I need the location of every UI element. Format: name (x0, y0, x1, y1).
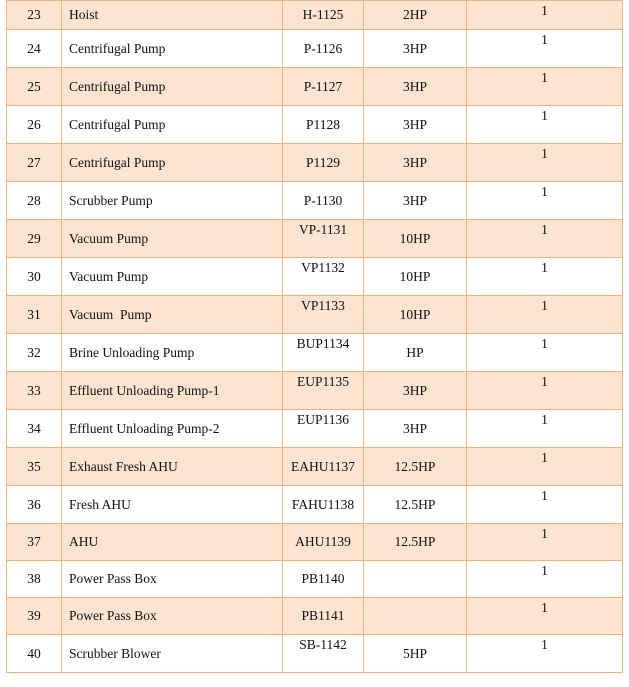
serial-number-cell: 40 (7, 635, 62, 673)
equipment-name-cell: Centrifugal Pump (62, 30, 283, 68)
serial-number-cell: 34 (7, 410, 62, 448)
tag-number-cell: P1128 (283, 106, 364, 144)
tag-number-cell: SB-1142 (283, 635, 364, 673)
quantity-cell: 1 (467, 486, 623, 524)
table-row (7, 144, 623, 182)
table-row (7, 68, 623, 106)
equipment-table-container (6, 0, 623, 673)
serial-number-cell: 37 (7, 524, 62, 561)
serial-number-cell: 27 (7, 144, 62, 182)
equipment-name-cell: Centrifugal Pump (62, 144, 283, 182)
serial-number-cell: 25 (7, 68, 62, 106)
power-rating-cell: 12.5HP (364, 448, 467, 486)
serial-number-cell: 23 (7, 1, 62, 30)
quantity-cell: 1 (467, 30, 623, 68)
quantity-cell: 1 (467, 448, 623, 486)
power-rating-cell: 3HP (364, 410, 467, 448)
equipment-name-cell: Centrifugal Pump (62, 68, 283, 106)
tag-number-cell: FAHU1138 (283, 486, 364, 524)
equipment-name-cell: Effluent Unloading Pump-2 (62, 410, 283, 448)
power-rating-cell: 3HP (364, 144, 467, 182)
table-row (7, 524, 623, 561)
quantity-cell: 1 (467, 524, 623, 561)
table-row (7, 106, 623, 144)
power-rating-cell: 2HP (364, 1, 467, 30)
equipment-name-cell: Scrubber Blower (62, 635, 283, 673)
quantity-cell: 1 (467, 220, 623, 258)
equipment-name-cell: Brine Unloading Pump (62, 334, 283, 372)
table-row (7, 30, 623, 68)
tag-number-cell: PB1141 (283, 598, 364, 635)
power-rating-cell: 5HP (364, 635, 467, 673)
equipment-table (6, 0, 623, 673)
serial-number-cell: 24 (7, 30, 62, 68)
tag-number-cell: H-1125 (283, 1, 364, 30)
serial-number-cell: 39 (7, 598, 62, 635)
equipment-name-cell: Scrubber Pump (62, 182, 283, 220)
serial-number-cell: 32 (7, 334, 62, 372)
table-row (7, 334, 623, 372)
serial-number-cell: 33 (7, 372, 62, 410)
serial-number-cell: 31 (7, 296, 62, 334)
power-rating-cell: 10HP (364, 296, 467, 334)
power-rating-cell: 10HP (364, 258, 467, 296)
quantity-cell: 1 (467, 372, 623, 410)
tag-number-cell: PB1140 (283, 561, 364, 598)
tag-number-cell: P1129 (283, 144, 364, 182)
equipment-name-cell: Fresh AHU (62, 486, 283, 524)
table-row (7, 410, 623, 448)
equipment-name-cell: Centrifugal Pump (62, 106, 283, 144)
equipment-name-cell: Effluent Unloading Pump-1 (62, 372, 283, 410)
equipment-name-cell: AHU (62, 524, 283, 561)
serial-number-cell: 30 (7, 258, 62, 296)
table-row (7, 1, 623, 30)
quantity-cell: 1 (467, 561, 623, 598)
equipment-name-cell: Power Pass Box (62, 561, 283, 598)
power-rating-cell (364, 561, 467, 598)
quantity-cell: 1 (467, 296, 623, 334)
tag-number-cell: VP1132 (283, 258, 364, 296)
table-row (7, 486, 623, 524)
power-rating-cell (364, 598, 467, 635)
equipment-name-cell: Exhaust Fresh AHU (62, 448, 283, 486)
table-row (7, 561, 623, 598)
serial-number-cell: 36 (7, 486, 62, 524)
table-row (7, 635, 623, 673)
tag-number-cell: EUP1136 (283, 410, 364, 448)
equipment-name-cell: Hoist (62, 1, 283, 30)
table-row (7, 598, 623, 635)
power-rating-cell: 3HP (364, 182, 467, 220)
quantity-cell: 1 (467, 68, 623, 106)
tag-number-cell: BUP1134 (283, 334, 364, 372)
equipment-name-cell: Vacuum Pump (62, 296, 283, 334)
equipment-name-cell: Power Pass Box (62, 598, 283, 635)
table-row (7, 296, 623, 334)
tag-number-cell: VP-1131 (283, 220, 364, 258)
tag-number-cell: P-1126 (283, 30, 364, 68)
equipment-name-cell: Vacuum Pump (62, 220, 283, 258)
quantity-cell: 1 (467, 258, 623, 296)
tag-number-cell: VP1133 (283, 296, 364, 334)
power-rating-cell: HP (364, 334, 467, 372)
serial-number-cell: 38 (7, 561, 62, 598)
power-rating-cell: 3HP (364, 372, 467, 410)
serial-number-cell: 28 (7, 182, 62, 220)
equipment-name-cell: Vacuum Pump (62, 258, 283, 296)
serial-number-cell: 29 (7, 220, 62, 258)
power-rating-cell: 12.5HP (364, 524, 467, 561)
quantity-cell: 1 (467, 334, 623, 372)
tag-number-cell: AHU1139 (283, 524, 364, 561)
quantity-cell: 1 (467, 144, 623, 182)
tag-number-cell: EUP1135 (283, 372, 364, 410)
serial-number-cell: 35 (7, 448, 62, 486)
power-rating-cell: 10HP (364, 220, 467, 258)
table-row (7, 220, 623, 258)
quantity-cell: 1 (467, 106, 623, 144)
quantity-cell: 1 (467, 598, 623, 635)
tag-number-cell: P-1127 (283, 68, 364, 106)
power-rating-cell: 3HP (364, 30, 467, 68)
table-row (7, 258, 623, 296)
quantity-cell: 1 (467, 635, 623, 673)
table-row (7, 448, 623, 486)
quantity-cell: 1 (467, 182, 623, 220)
serial-number-cell: 26 (7, 106, 62, 144)
tag-number-cell: P-1130 (283, 182, 364, 220)
power-rating-cell: 3HP (364, 106, 467, 144)
power-rating-cell: 3HP (364, 68, 467, 106)
table-row (7, 182, 623, 220)
power-rating-cell: 12.5HP (364, 486, 467, 524)
quantity-cell: 1 (467, 1, 623, 30)
table-row (7, 372, 623, 410)
quantity-cell: 1 (467, 410, 623, 448)
tag-number-cell: EAHU1137 (283, 448, 364, 486)
